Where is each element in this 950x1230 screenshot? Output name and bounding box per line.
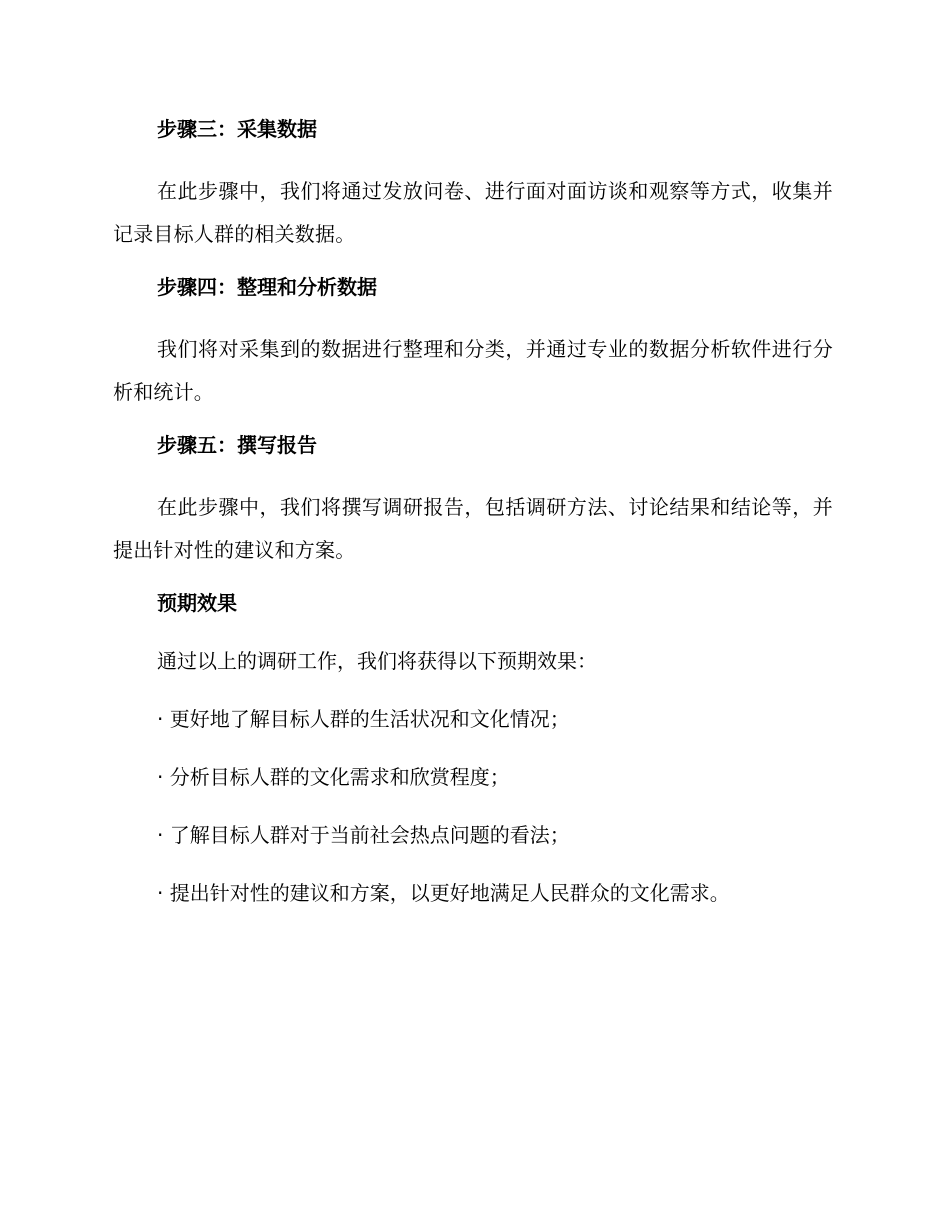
section-heading-step4: 步骤四：整理和分析数据: [157, 275, 377, 299]
section-body-step5: 在此步骤中，我们将撰写调研报告，包括调研方法、讨论结果和结论等，并提出针对性的建议和方案。: [113, 495, 833, 562]
list-item: · 更好地了解目标人群的生活状况和文化情况；: [157, 707, 570, 731]
expected-results-heading: 预期效果: [157, 591, 237, 615]
list-item: · 提出针对性的建议和方案，以更好地满足人民群众的文化需求。: [157, 881, 730, 905]
section-body-step4: 我们将对采集到的数据进行整理和分类，并通过专业的数据分析软件进行分析和统计。: [113, 337, 833, 404]
expected-results-intro: 通过以上的调研工作，我们将获得以下预期效果：: [157, 649, 597, 673]
list-item: · 分析目标人群的文化需求和欣赏程度；: [157, 765, 510, 789]
list-item: · 了解目标人群对于当前社会热点问题的看法；: [157, 823, 570, 847]
section-heading-step5: 步骤五：撰写报告: [157, 433, 317, 457]
document-body: [113, 112, 833, 934]
section-body-step3: 在此步骤中，我们将通过发放问卷、进行面对面访谈和观察等方式，收集并记录目标人群的相关数据。: [113, 179, 833, 246]
section-heading-step3: 步骤三：采集数据: [157, 117, 317, 141]
